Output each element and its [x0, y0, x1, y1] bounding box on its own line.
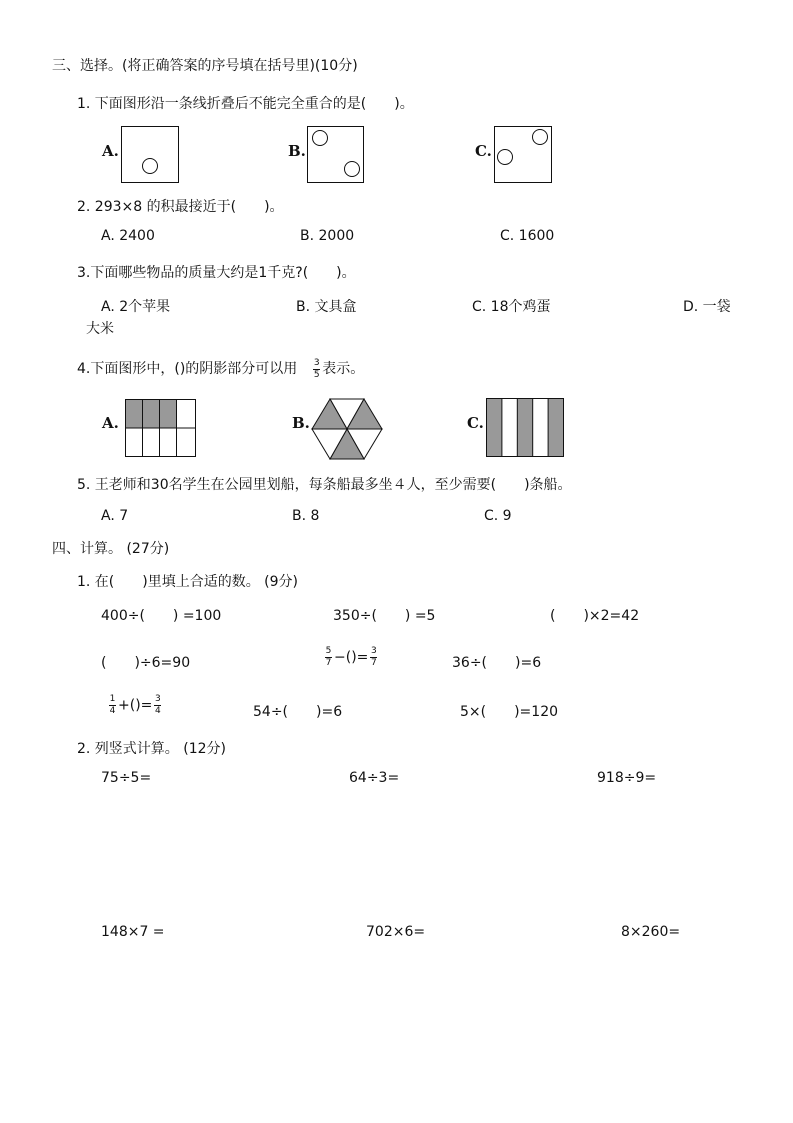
- q1-option-c-label: C.: [475, 142, 492, 160]
- section3-title: 三、选择。(将正确答案的序号填在括号里)(10分): [52, 58, 358, 74]
- q1-option-a-label: A.: [102, 142, 119, 160]
- fill7-num1: 1: [109, 694, 116, 704]
- calc-item-2: 64÷3=: [349, 770, 400, 786]
- calc-item-6: 8×260=: [621, 924, 681, 940]
- fill-item-5: [323, 647, 379, 668]
- fill7-den2: 4: [155, 706, 161, 716]
- fill-item-2: 350÷( ) =5: [333, 608, 436, 624]
- q1-option-b-label: B.: [288, 142, 306, 160]
- q1-text: 1. 下面图形沿一条线折叠后不能完全重合的是( )。: [77, 96, 414, 112]
- fill7-num2: 3: [155, 694, 161, 704]
- q3-option-d: D. 一袋: [683, 299, 731, 315]
- part2-title: 2. 列竖式计算。 (12分): [77, 741, 226, 757]
- fill7-mid: +()=: [118, 697, 153, 714]
- q4-option-b-label: B.: [292, 414, 310, 432]
- q5-option-c: C. 9: [484, 508, 512, 524]
- q2-text: 2. 293×8 的积最接近于( )。: [77, 199, 284, 215]
- q4-option-a-figure: [125, 399, 197, 459]
- q4-option-c-label: C.: [467, 414, 484, 432]
- q2-option-a: A. 2400: [101, 228, 155, 244]
- fill7-den1: 4: [109, 706, 116, 716]
- fill-item-7: [107, 695, 163, 716]
- fill5-den1: 7: [325, 658, 332, 668]
- calc-item-3: 918÷9=: [597, 770, 657, 786]
- q4-option-b-figure: [311, 398, 385, 462]
- q3-option-a: A. 2个苹果: [101, 299, 171, 315]
- q4-frac-num: 3: [313, 357, 320, 368]
- q4-text-before: 4.下面图形中，()的阴影部分可以用: [77, 361, 298, 377]
- fill-item-8: 54÷( )=6: [253, 704, 343, 720]
- q3-option-b: B. 文具盒: [296, 299, 357, 315]
- section4-title: 四、计算。 (27分): [52, 541, 170, 557]
- fill-item-6: 36÷( )=6: [452, 655, 542, 671]
- calc-item-1: 75÷5=: [101, 770, 152, 786]
- fill-item-4: ( )÷6=90: [101, 655, 191, 671]
- q4-fraction: [313, 359, 320, 380]
- q4-option-c-figure: [486, 398, 566, 458]
- calc-item-5: 702×6=: [366, 924, 426, 940]
- fill-item-9: 5×( )=120: [460, 704, 559, 720]
- fill5-num2: 3: [371, 646, 377, 656]
- fill5-den2: 7: [371, 658, 377, 668]
- part1-title: 1. 在( )里填上合适的数。 (9分): [77, 574, 299, 590]
- q3-text: 3.下面哪些物品的质量大约是1千克?( )。: [77, 265, 356, 281]
- fill-item-1: 400÷( ) =100: [101, 608, 222, 624]
- q1-option-c-figure: [494, 126, 554, 184]
- q5-text: 5. 王老师和30名学生在公园里划船，每条船最多坐４人，至少需要( )条船。: [77, 477, 572, 493]
- q4-option-a-label: A.: [102, 414, 119, 432]
- q5-option-a: A. 7: [101, 508, 129, 524]
- q3-option-c: C. 18个鸡蛋: [472, 299, 551, 315]
- q1-option-a-figure: [121, 126, 179, 184]
- q4-frac-den: 5: [313, 369, 320, 380]
- q4-text: [77, 358, 364, 380]
- fill5-num1: 5: [325, 646, 332, 656]
- q3-option-d-wrap: 大米: [86, 321, 114, 337]
- q1-option-b-figure: [307, 126, 365, 184]
- q2-option-c: C. 1600: [500, 228, 555, 244]
- fill5-mid: −()=: [334, 649, 369, 666]
- calc-item-4: 148×7 =: [101, 924, 165, 940]
- q2-option-b: B. 2000: [300, 228, 355, 244]
- q4-text-after: 表示。: [322, 361, 365, 377]
- fill-item-3: ( )×2=42: [550, 608, 640, 624]
- q5-option-b: B. 8: [292, 508, 320, 524]
